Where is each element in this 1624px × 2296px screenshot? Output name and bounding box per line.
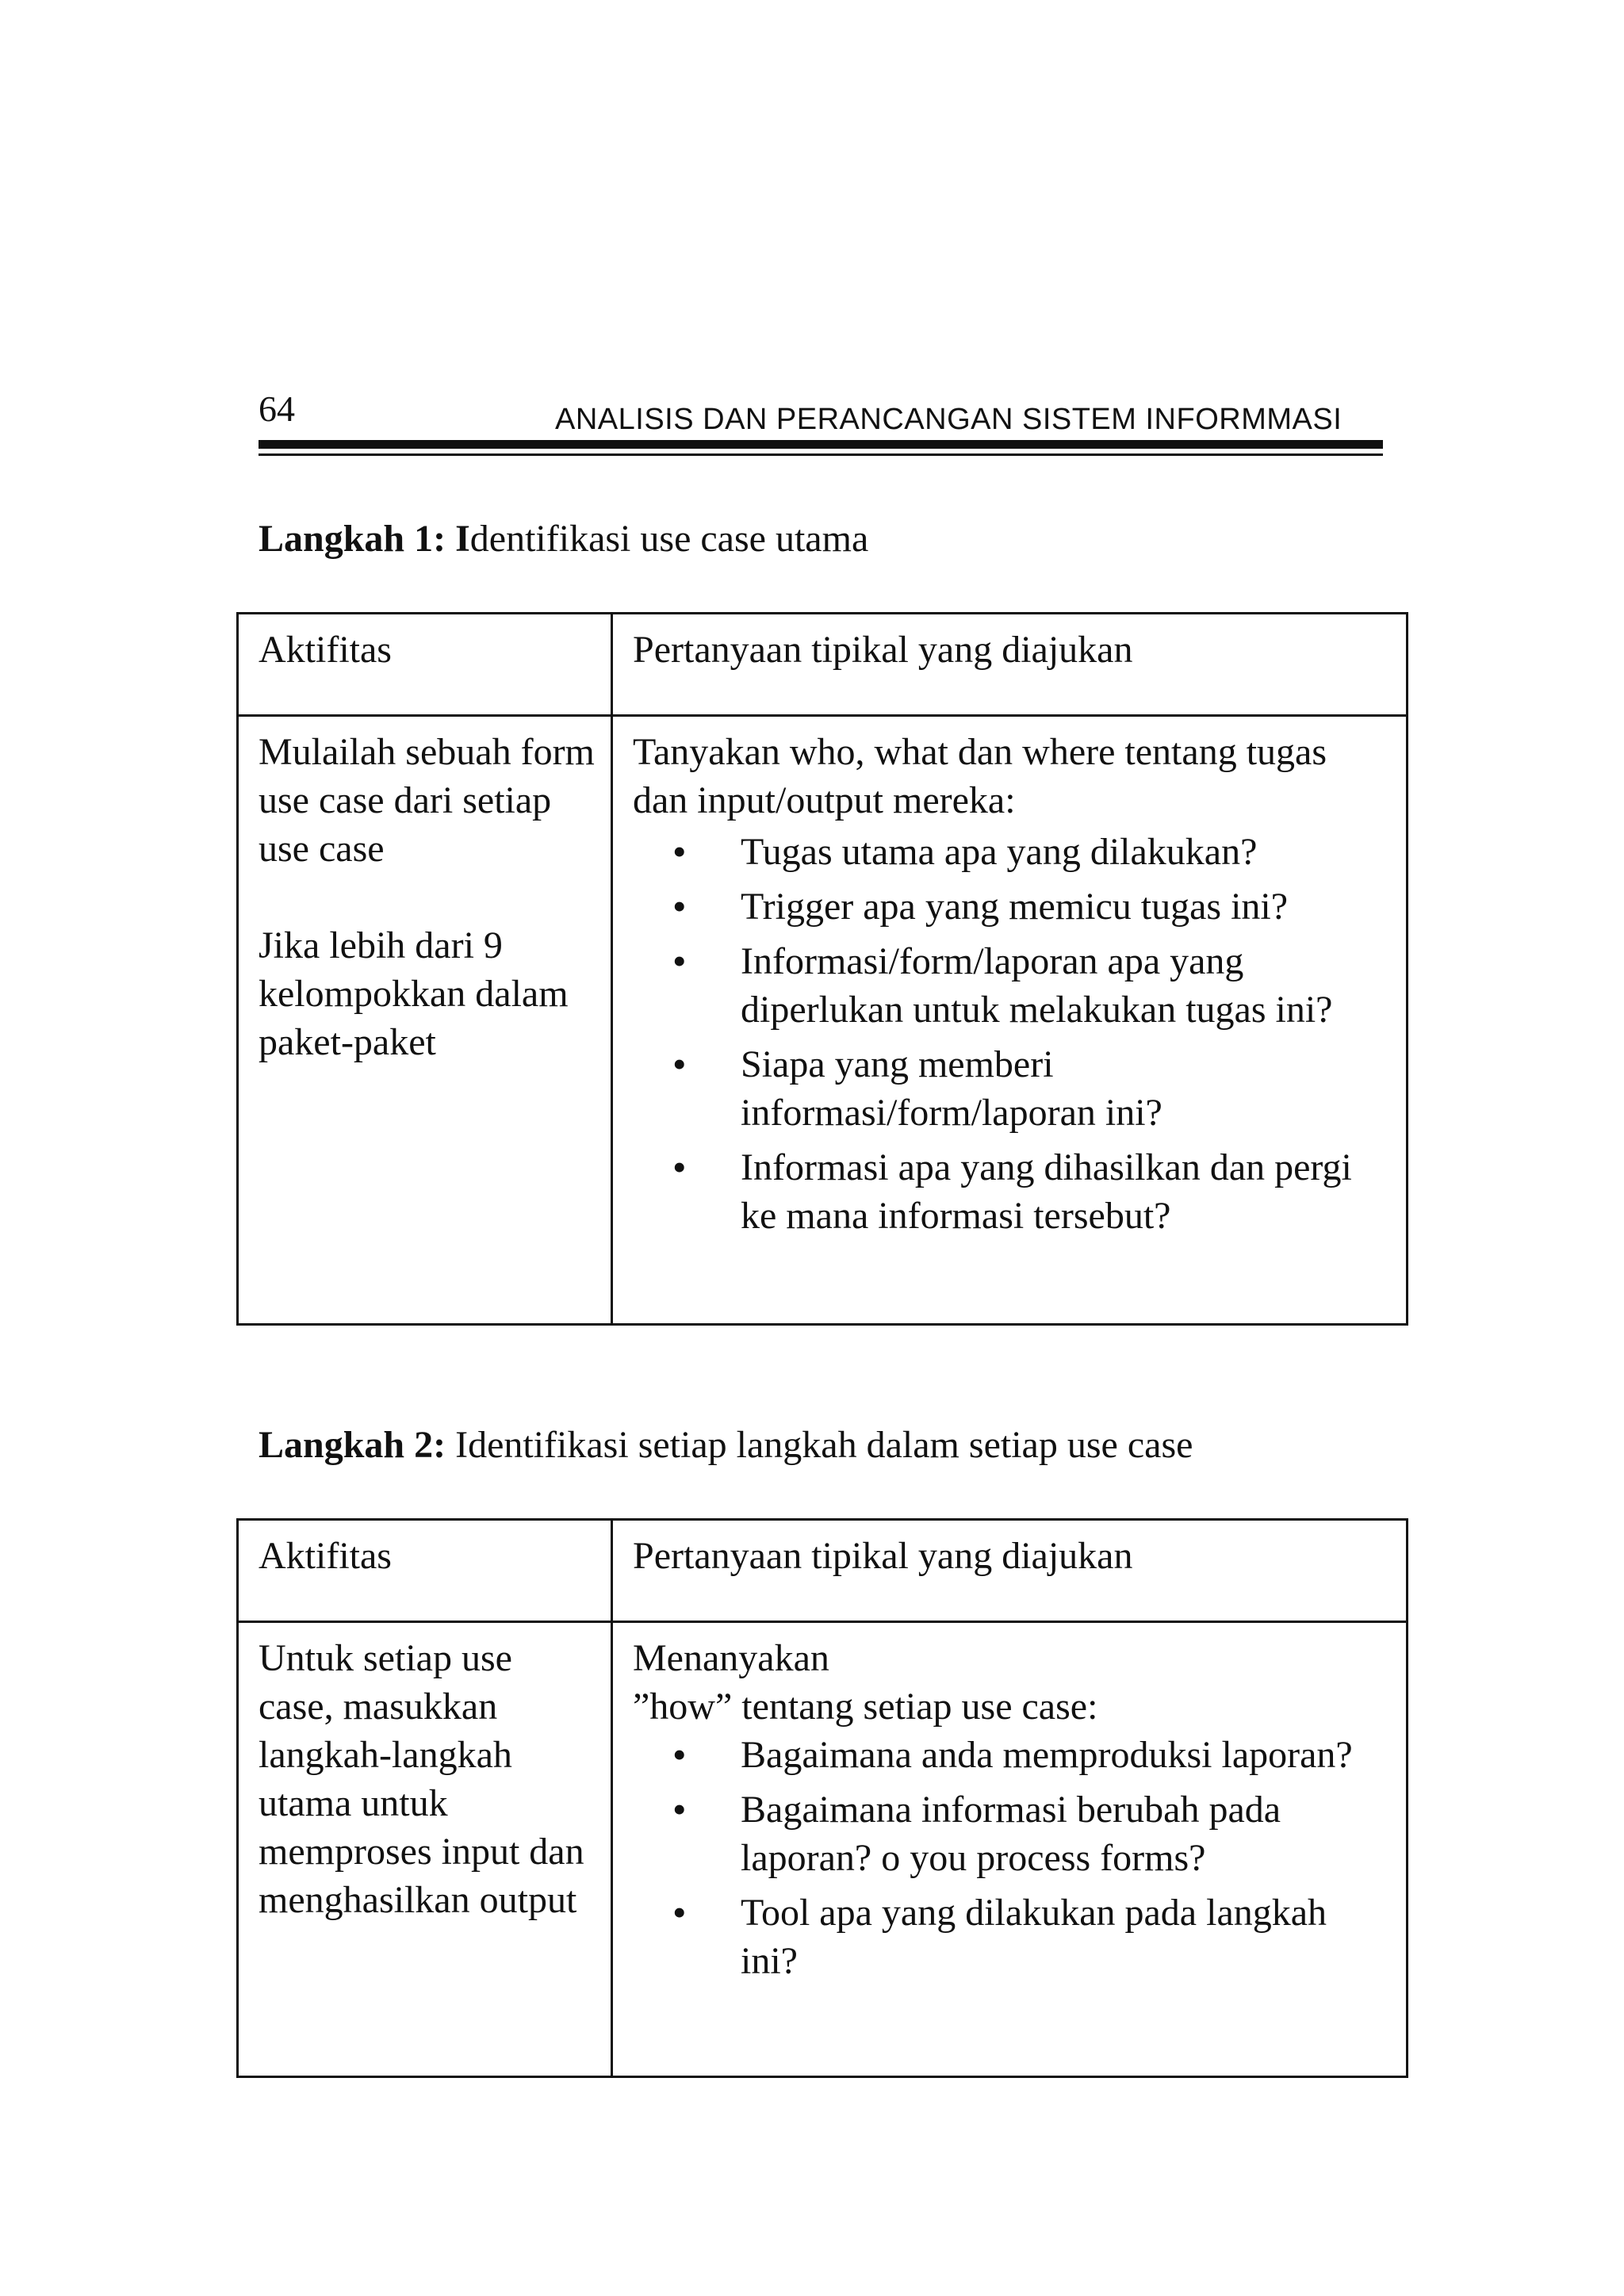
step1-questions-cell: [612, 716, 1408, 1325]
step1-body-row: [238, 716, 1408, 1325]
header-rule-thin: [259, 453, 1383, 456]
step1-table: [236, 612, 1408, 1326]
step1-col-activity: Aktifitas: [238, 614, 612, 716]
step1-header-row: [238, 614, 1408, 716]
step1-title-rest: dentifikasi use case utama: [469, 518, 869, 560]
list-item: • Bagaimana anda memproduksi laporan?: [741, 1731, 1390, 1779]
step2-activity-para1: Untuk setiap use case, masukkan langkah-langkah utama untuk memproses input dan menghasilkan output: [259, 1637, 584, 1921]
step2-table: [236, 1518, 1408, 2078]
step2-body-row: [238, 1622, 1408, 2077]
list-item: • Siapa yang memberi informasi/form/laporan ini?: [741, 1040, 1390, 1137]
list-item: • Bagaimana informasi berubah pada laporan? o you process forms?: [741, 1785, 1390, 1882]
running-header: ANALISIS DAN PERANCANGAN SISTEM INFORMMASI: [555, 403, 1342, 436]
step2-title-rest: Identifikasi setiap langkah dalam setiap use case: [446, 1424, 1193, 1466]
list-item: • Informasi/form/laporan apa yang diperlukan untuk melakukan tugas ini?: [741, 937, 1390, 1034]
list-item: • Trigger apa yang memicu tugas ini?: [741, 882, 1390, 931]
step1-question-list: [633, 828, 1390, 1240]
step2-col-questions: Pertanyaan tipikal yang diajukan: [612, 1520, 1408, 1622]
list-item: • Tool apa yang dilakukan pada langkah ini?: [741, 1888, 1390, 1985]
step2-activity-cell: [238, 1622, 612, 2077]
header-rule-thick: [259, 440, 1383, 449]
step2-title-bold: Langkah 2:: [259, 1424, 446, 1466]
step2-header-row: [238, 1520, 1408, 1622]
step1-questions-intro: Tanyakan who, what dan where tentang tugas dan input/output mereka:: [633, 731, 1327, 821]
list-item: • Tugas utama apa yang dilakukan?: [741, 828, 1390, 876]
step2-col-activity: Aktifitas: [238, 1520, 612, 1622]
step1-title: [259, 515, 868, 563]
step1-activity-para2: Jika lebih dari 9 kelompokkan dalam paket-paket: [259, 924, 569, 1063]
step1-activity-cell: [238, 716, 612, 1325]
step2-questions-intro-line1: Menanyakan: [633, 1637, 829, 1679]
step1-title-bold: Langkah 1: I: [259, 518, 470, 560]
step2-title: [259, 1422, 1193, 1469]
step1-col-questions: Pertanyaan tipikal yang diajukan: [612, 614, 1408, 716]
step2-questions-intro-line2: ”how” tentang setiap use case:: [633, 1686, 1098, 1728]
step2-question-list: [633, 1731, 1390, 1985]
page-number: 64: [259, 388, 295, 429]
step2-questions-cell: [612, 1622, 1408, 2077]
list-item: • Informasi apa yang dihasilkan dan pergi ke mana informasi tersebut?: [741, 1143, 1390, 1240]
step1-activity-para1: Mulailah sebuah form use case dari setiap use case: [259, 731, 595, 870]
